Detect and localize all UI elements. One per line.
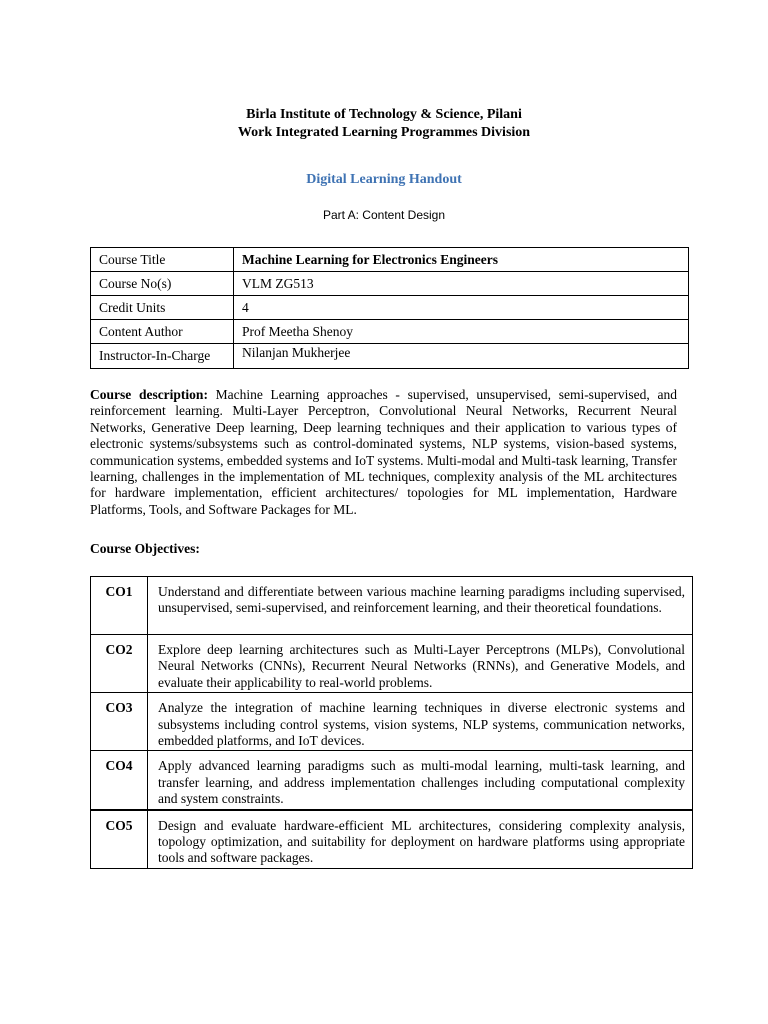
- part-title: Part A: Content Design: [322, 208, 446, 222]
- course-description: [90, 387, 677, 518]
- objective-text: Analyze the integration of machine learning techniques in diverse electronic systems and subsystems including control systems, vision systems, NLP systems, communication networks, embedded platforms, and IoT devices.: [148, 693, 693, 751]
- objective-code: CO3: [91, 693, 148, 751]
- credit-units-value: 4: [234, 296, 689, 320]
- objective-code: CO5: [91, 810, 148, 869]
- course-no-value: VLM ZG513: [234, 272, 689, 296]
- credit-units-label: Credit Units: [91, 296, 234, 320]
- division-name: Work Integrated Learning Programmes Division: [237, 125, 531, 140]
- course-objectives-table: [90, 576, 693, 869]
- table-row: [91, 810, 693, 869]
- table-row: [91, 296, 689, 320]
- table-row: [91, 577, 693, 635]
- course-description-text: Machine Learning approaches - supervised, unsupervised, semi-supervised, and reinforcement learning. Multi-Layer Perceptron, Convolutional Neural Networks, Recurrent Neural Networks, Generative Deep learning, Deep learning techniques and their application to various types of electronic systems/subsystems such as control-dominated systems, NLP systems, vision-based systems, communication systems, embedded systems and IoT systems. Multi-modal and Multi-task learning, Transfer learning, challenges in the implementation of ML techniques, complexity analysis of the ML architectures for hardware implementation, efficient architectures/ topologies for ML implementation, Hardware Platforms, Tools, and Software Packages for ML.: [90, 387, 677, 517]
- objective-code: CO4: [91, 751, 148, 810]
- course-no-label: Course No(s): [91, 272, 234, 296]
- table-row: [91, 320, 689, 344]
- objective-text: Explore deep learning architectures such as Multi-Layer Perceptrons (MLPs), Convolutional Neural Networks (CNNs), Recurrent Neural Networks (RNNs), and Generative Models, and evaluate their applicability to real-world problems.: [148, 635, 693, 693]
- course-objectives-heading: Course Objectives:: [90, 541, 200, 556]
- objective-code: CO1: [91, 577, 148, 635]
- table-row: [91, 344, 689, 369]
- table-row: [91, 635, 693, 693]
- course-title-label: Course Title: [91, 248, 234, 272]
- table-row: [91, 272, 689, 296]
- table-row: [91, 248, 689, 272]
- objective-text: Apply advanced learning paradigms such as multi-modal learning, multi-task learning, and transfer learning, and address implementation challenges including computational complexity and system constraints.: [148, 751, 693, 810]
- handout-title: Digital Learning Handout: [306, 172, 462, 187]
- institute-name: Birla Institute of Technology & Science, Pilani: [246, 107, 522, 122]
- content-author-label: Content Author: [91, 320, 234, 344]
- objective-text: Design and evaluate hardware-efficient ML architectures, considering complexity analysis, topology optimization, and suitability for deployment on hardware platforms using appropriate tools and software packages.: [148, 810, 693, 869]
- content-author-value: Prof Meetha Shenoy: [234, 320, 689, 344]
- course-info-table: [90, 247, 689, 369]
- objective-text: Understand and differentiate between various machine learning paradigms including supervised, unsupervised, semi-supervised, and reinforcement learning, and their theoretical foundations.: [148, 577, 693, 635]
- instructor-value: Nilanjan Mukherjee: [234, 344, 689, 369]
- course-title-value: Machine Learning for Electronics Engineers: [234, 248, 689, 272]
- table-row: [91, 751, 693, 810]
- course-description-label: Course description:: [90, 387, 208, 402]
- table-row: [91, 693, 693, 751]
- instructor-label: Instructor-In-Charge: [91, 344, 234, 369]
- objective-code: CO2: [91, 635, 148, 693]
